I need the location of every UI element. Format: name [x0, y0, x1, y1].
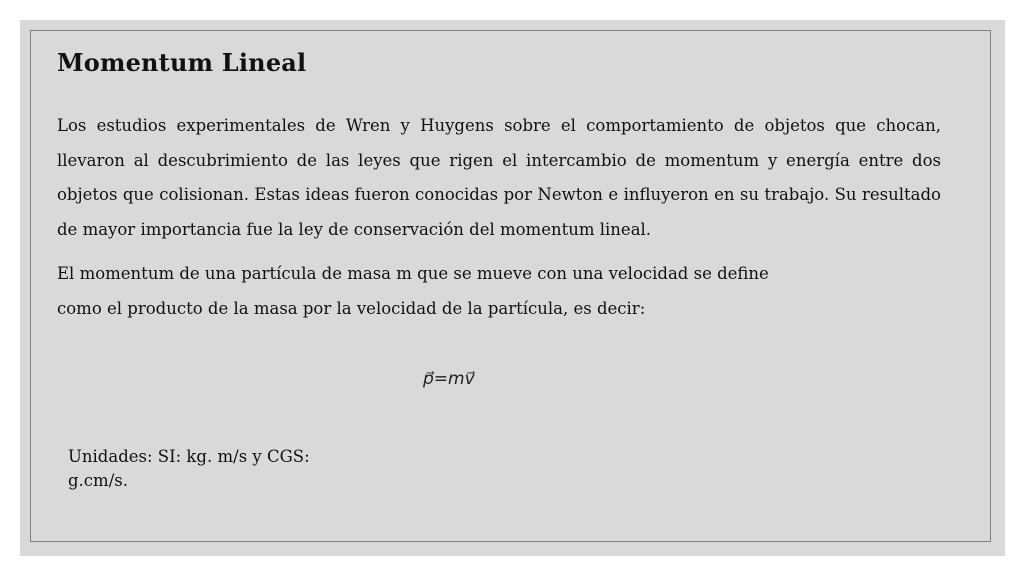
units-text: [68, 445, 368, 493]
slide-title: Momentum Lineal: [57, 48, 307, 77]
momentum-formula: p⃗=mv⃗: [423, 369, 475, 389]
slide-content-box: [30, 30, 991, 542]
units-line-1: Unidades: SI: kg. m/s y CGS:: [68, 447, 310, 466]
slide-frame: [20, 20, 1005, 556]
definition-text: [57, 257, 947, 326]
units-line-2: g.cm/s.: [68, 471, 128, 490]
definition-line-2: como el producto de la masa por la velocidad de la partícula, es decir:: [57, 298, 646, 318]
definition-line-1: El momentum de una partícula de masa m que se mueve con una velocidad se define: [57, 264, 769, 283]
intro-paragraph: Los estudios experimentales de Wren y Huygens sobre el comportamiento de objetos que chocan, llevaron al descubrimiento de las leyes que rigen el intercambio de momentum y energía entre dos objetos que colisionan. Estas ideas fueron conocidas por Newton e influyeron en su trabajo. Su resultado de mayor importancia fue la ley de conservación del momentum lineal.: [57, 116, 941, 239]
